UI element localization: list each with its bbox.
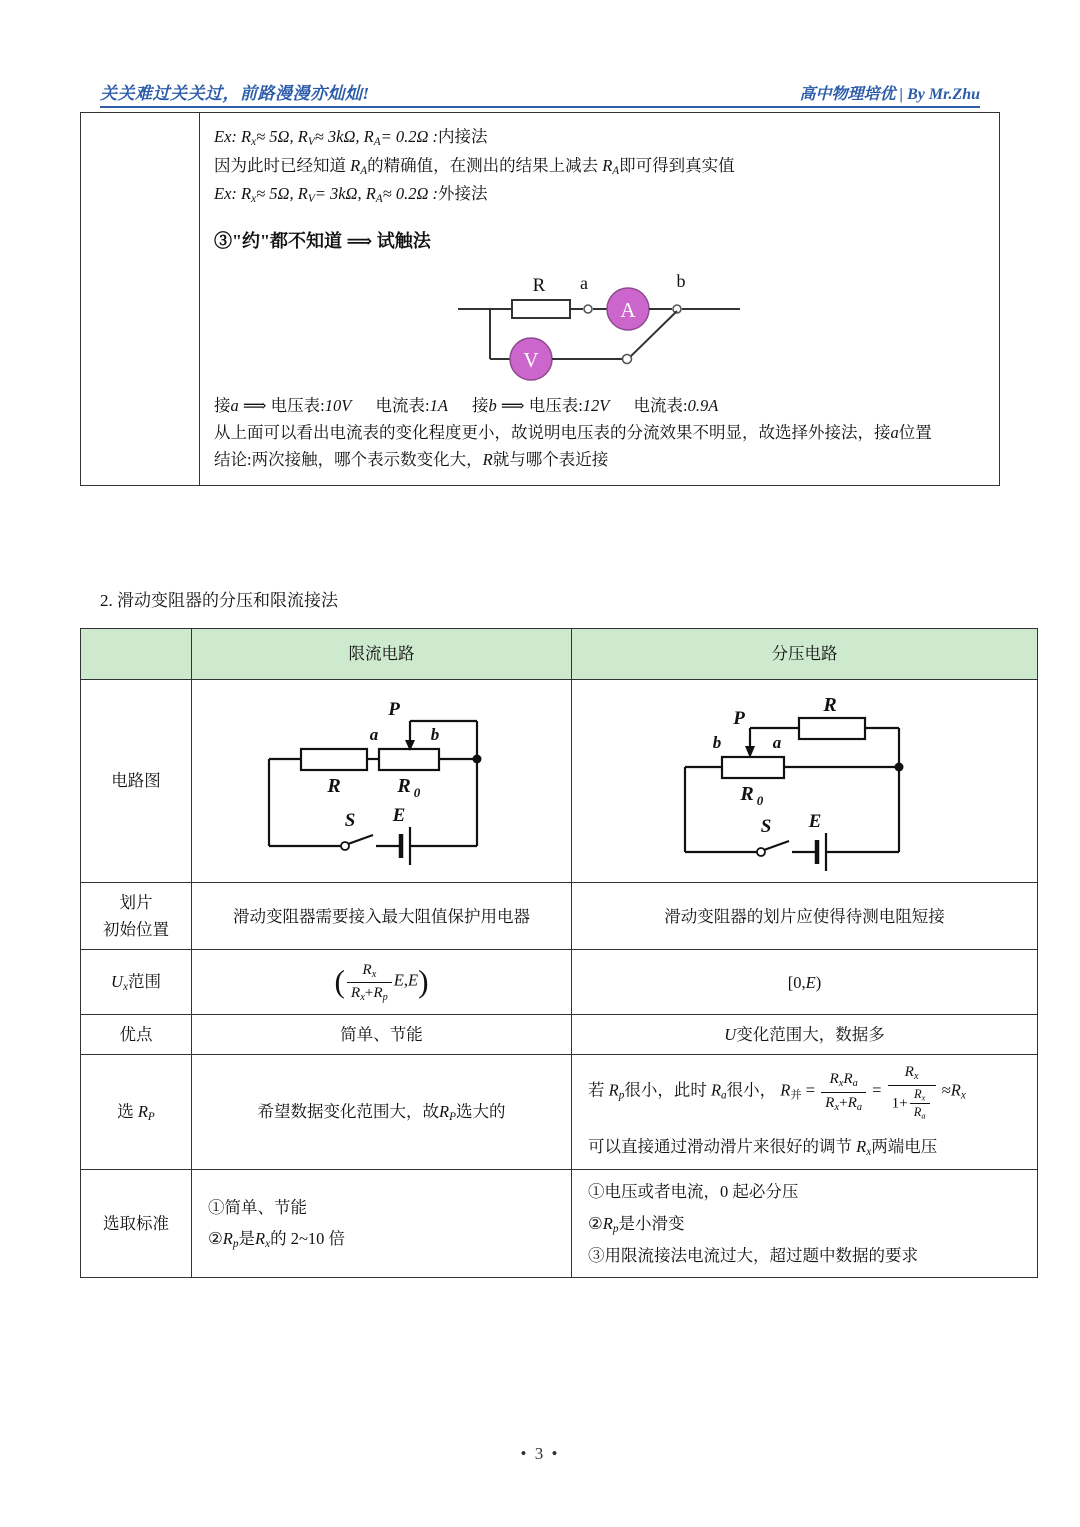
parallel-resistance-formula-line: 若 $R_p$很小，此时 $R_a$很小， $R_并$ = $\frac{R_xR_a}{R_x+R_a}$ = $R_x$ 1+ $\frac{R_x}{R_a}$ $\approx R_x$ [588, 1063, 966, 1121]
header-cell-voltage-divider: 分压电路 [572, 629, 1038, 680]
rv-symbol-1: R [297, 127, 308, 146]
u-symbol: U [724, 1025, 737, 1045]
rx-subscript-1: x [251, 136, 257, 149]
voltmeter-label-V: V [522, 347, 539, 372]
row-label-line-1: 划片 [119, 893, 153, 912]
analysis-text-a: 从上面可以看出电流表的变化程度更小，故说明电压表的分流效果不明显，故选择外接法，接 [214, 422, 891, 442]
terminal-a-1: a [230, 395, 239, 415]
rv-subscript-1: V [307, 136, 315, 149]
rx-result: R [950, 1080, 961, 1100]
page-header [100, 74, 980, 108]
rv-value-1: ≈ 3kΩ, [314, 127, 360, 146]
row-label-line-2: 初始位置 [103, 920, 169, 940]
node-label-b: b [676, 270, 685, 291]
circuit-svg-trial-touch [450, 267, 750, 382]
rp-symbol-a: R [439, 1102, 450, 1121]
ra-symbol-3: R [602, 155, 613, 175]
voltmeter-value-b: 12V [582, 395, 610, 415]
battery-E-label: E [392, 805, 406, 826]
page-number: • 3 • [520, 1444, 560, 1463]
cell-criteria-voltage-divider [572, 1170, 1038, 1278]
rp-symbol-label: R [137, 1102, 148, 1121]
ammeter-value-b: 0.9A [687, 395, 719, 415]
conclusion-text-c: 就与哪个表近接 [492, 450, 609, 470]
explanation-part-a: 因为此时已经知道 [214, 155, 346, 175]
ux-subscript: x [122, 981, 128, 994]
row-label-choose-rp [81, 1055, 192, 1170]
cell-ux-range-voltage-divider [572, 950, 1038, 1015]
connect-label-a: 接 [214, 395, 231, 415]
ra-symbol-2: R [350, 155, 361, 175]
equals-1: = [805, 1080, 816, 1100]
list-item: $②R_p$是小滑变 [588, 1213, 685, 1235]
rv-symbol-2: R [297, 184, 308, 204]
approx-symbol: ≈ [941, 1080, 951, 1100]
ra-symbol-4: R [365, 184, 376, 204]
trial-touch-circuit-diagram [214, 267, 985, 382]
voltmeter-reading-label-a: 电压表: [270, 395, 325, 415]
slider-P-label: P [388, 699, 400, 720]
advantages-text: 变化范围大，数据多 [736, 1025, 885, 1045]
cell-advantages-current-limiting: 简单、节能 [192, 1015, 572, 1055]
rp-symbol-b: R [608, 1080, 619, 1100]
cell-voltage-divider-diagram [572, 680, 1038, 883]
r-parallel-symbol: R [780, 1080, 791, 1100]
top-table-spacer-cell [81, 113, 200, 486]
divider-rheostat-R0-subscript: 0 [756, 793, 764, 808]
criteria-prefix-2: ② [208, 1229, 223, 1249]
divider-switch-S-label: S [760, 816, 772, 837]
list-item: ③用限流接法电流过大，超过题中数据的要求 [588, 1246, 918, 1266]
list-item: ①电压或者电流，0 起必分压 [588, 1182, 799, 1202]
rx-value-1: ≈ 5Ω, [256, 127, 294, 146]
ra-subscript-1: A [373, 136, 381, 149]
cell-current-limiting-diagram [192, 680, 572, 883]
section-2-title: 2. 滑动变阻器的分压和限流接法 [100, 591, 338, 610]
cell-slider-position-current-limiting: 滑动变阻器需要接入最大阻值保护用电器 [192, 883, 572, 950]
fraction-rx-over-rx-plus-rp [347, 961, 392, 1005]
fraction-product-over-sum: $\frac{R_xR_a}{R_x+R_a}$ [821, 1070, 866, 1114]
top-content-table [80, 112, 1000, 486]
cell-choose-rp-current-limiting [192, 1055, 572, 1170]
ammeter-reading-label-a: 电流表: [375, 395, 430, 415]
divider-resistor-R-label: R [823, 694, 837, 716]
row-label-ux-range [81, 950, 192, 1015]
list-item: ①简单、节能 [208, 1197, 307, 1217]
method-label-2: 外接法 [438, 184, 488, 204]
rx-subscript-2: x [251, 193, 257, 206]
circuit-svg-voltage-divider [667, 686, 942, 876]
ra-subscript-2: A [360, 164, 368, 177]
rheostat-terminal-b-label: b [430, 725, 440, 744]
top-table-body-cell [200, 113, 1000, 486]
divider-terminal-b-label: b [712, 733, 722, 752]
rheostat-R0-label: R [397, 775, 411, 797]
ammeter-reading-label-b: 电流表: [633, 395, 688, 415]
header-title: 高中物理培优 | By Mr.Zhu [799, 86, 980, 103]
criteria-post-2: 的 2~10 倍 [270, 1229, 346, 1249]
arrow-2: ⟹ [500, 395, 525, 415]
criteria-list-voltage-divider [588, 1176, 1027, 1271]
header-motto: 关关难过关关过，前路漫漫亦灿灿! [100, 84, 370, 103]
cell-advantages-voltage-divider [572, 1015, 1038, 1055]
ex-label-1: Ex [214, 127, 232, 146]
analysis-line [214, 419, 985, 446]
rheostat-terminal-a-label: a [369, 725, 379, 744]
ux-range-text: 范围 [127, 971, 161, 991]
arrow-1: ⟹ [242, 395, 267, 415]
table-row-circuit-diagrams [81, 680, 1038, 883]
list-item: $②R_p$是$R_x$的 2~10 倍 [208, 1229, 346, 1251]
table-row-slider-position [81, 883, 1038, 950]
ra-subscript-4: A [375, 193, 383, 206]
if-label: 若 [588, 1080, 605, 1100]
resistor-label-R: R [532, 274, 545, 296]
fraction-denominator: $R_x+R_p$ [347, 982, 392, 1004]
fraction-nested: $R_x$ 1+ $\frac{R_x}{R_a}$ [888, 1063, 936, 1120]
ra-value-1: = 0.2Ω : [380, 127, 439, 146]
rv-subscript-2: V [307, 193, 315, 206]
header-cell-blank [81, 629, 192, 680]
equals-2: = [872, 1080, 882, 1100]
criteria-b-post-2: 是小滑变 [618, 1213, 685, 1233]
choose-rp-text-a: 希望数据变化范围大，故 [257, 1102, 440, 1121]
formula-text-2: 很小， [726, 1080, 777, 1100]
cell-choose-rp-voltage-divider [572, 1055, 1038, 1170]
ux-range-interval: [0,E) [787, 972, 822, 992]
rheostat-R0-subscript: 0 [413, 785, 421, 800]
table-row-ux-range [81, 950, 1038, 1015]
formula-text-1: 很小，此时 [624, 1080, 707, 1100]
ra-symbol-b: R [710, 1080, 722, 1100]
rx-symbol-2: R [241, 184, 252, 204]
table-header-row [81, 629, 1038, 680]
rp-symbol-criteria-b: R [602, 1213, 613, 1233]
rp-subscript-a: P [449, 1111, 456, 1124]
voltmeter-value-a: 10V [324, 395, 352, 415]
example-internal-connection [214, 123, 985, 152]
rp-subscript-label: P [147, 1111, 155, 1124]
criteria-list-current-limiting [208, 1192, 561, 1256]
rx-symbol-adjust: R [856, 1136, 867, 1156]
close-paren: ) [418, 964, 429, 1000]
nested-fraction-rx-over-ra: $\frac{R_x}{R_a}$ [910, 1087, 930, 1121]
adjust-voltage-line: 可以直接通过滑动滑片来很好的调节 $R_x$两端电压 [588, 1136, 938, 1158]
ex-label-2: Ex [214, 184, 232, 204]
cell-slider-position-voltage-divider: 滑动变阻器的划片应使得待测电阻短接 [572, 883, 1038, 950]
terminal-b-1: b [488, 395, 497, 415]
row-label-advantages: 优点 [81, 1015, 192, 1055]
rx-symbol-criteria: R [255, 1229, 266, 1249]
ammeter-value-a: 1A [429, 395, 448, 415]
explanation-line [214, 152, 985, 181]
adjust-text-b: 两端电压 [871, 1136, 938, 1156]
conclusion-line [214, 446, 985, 473]
meter-readings-line [214, 392, 985, 419]
choose-rp-stack [588, 1061, 1027, 1163]
criteria-mid-2: 是 [238, 1229, 255, 1249]
circuit-svg-current-limiting [249, 691, 514, 871]
switch-S-label: S [344, 810, 356, 831]
colon-2: : [231, 184, 237, 204]
rx-symbol-1: R [241, 127, 252, 146]
cell-criteria-current-limiting [192, 1170, 572, 1278]
colon-1: : [231, 127, 237, 146]
row-label-circuit-diagram: 电路图 [81, 680, 192, 883]
table-row-selection-criteria [81, 1170, 1038, 1278]
comparison-table [80, 628, 1038, 1278]
choose-label: 选 [117, 1102, 134, 1121]
table-row-advantages [81, 1015, 1038, 1055]
analysis-text-c: 位置 [898, 422, 932, 442]
adjust-text-a: 可以直接通过滑动滑片来很好的调节 [588, 1136, 852, 1156]
explanation-part-c: 即可得到真实值 [619, 155, 735, 175]
rp-symbol-criteria: R [222, 1229, 233, 1249]
rx-value-2: ≈ 5Ω, [256, 184, 294, 204]
node-label-a: a [579, 272, 588, 293]
divider-terminal-a-label: a [772, 733, 782, 752]
method-label-1: 内接法 [438, 127, 488, 146]
criteria-b-prefix-2: ② [588, 1213, 603, 1233]
table-row-choose-rp [81, 1055, 1038, 1170]
terminal-a-2: a [890, 422, 899, 442]
header-cell-current-limiting: 限流电路 [192, 629, 572, 680]
ra-value-2: ≈ 0.2Ω : [382, 184, 439, 204]
choose-rp-text-b: 选大的 [455, 1102, 506, 1121]
emf-symbol-1: E [393, 971, 404, 991]
conclusion-symbol-R: R [482, 450, 493, 470]
cell-ux-range-current-limiting: ( $\frac{R_x}{R_x+R_p}$ E,E) [192, 950, 572, 1015]
fraction-numerator: $R_x$ [362, 960, 377, 980]
voltmeter-reading-label-b: 电压表: [528, 395, 583, 415]
divider-slider-P-label: P [733, 708, 745, 729]
ra-subscript-3: A [612, 164, 620, 177]
rv-value-2: = 3kΩ, [314, 184, 362, 204]
ra-symbol-1: R [363, 127, 374, 146]
ux-symbol: U [111, 971, 123, 991]
emf-symbol-2: E [407, 971, 419, 991]
row-label-slider-initial-position [81, 883, 192, 950]
connect-label-b: 接 [472, 395, 489, 415]
conclusion-text-a: 结论:两次接触，哪个表示数变化大， [214, 450, 483, 470]
subsection-heading-3: ③"约"都不知道 ⟹ 试触法 [214, 230, 431, 251]
divider-battery-E-label: E [808, 811, 822, 832]
table-row [81, 113, 1000, 486]
example-external-connection [214, 180, 985, 209]
open-paren: ( [334, 964, 345, 1000]
ammeter-label-A: A [619, 297, 636, 322]
row-label-selection-criteria: 选取标准 [81, 1170, 192, 1278]
divider-rheostat-R0-label: R [740, 783, 754, 805]
explanation-part-b: 的精确值，在测出的结果上减去 [367, 155, 599, 175]
resistor-R-label: R [327, 775, 341, 797]
